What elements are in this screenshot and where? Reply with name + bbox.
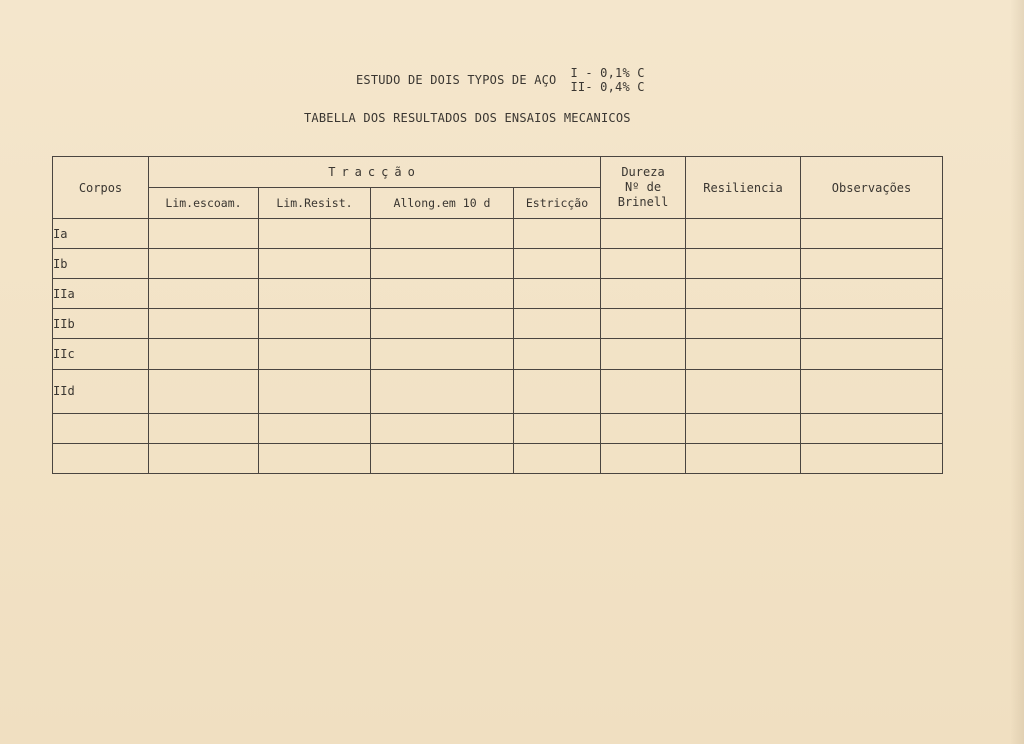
cell <box>259 279 371 309</box>
header-traccao: Tracção <box>149 157 601 188</box>
row-label: IId <box>53 369 149 413</box>
header-observacoes: Observações <box>801 157 943 219</box>
table-row <box>53 413 943 443</box>
table-row <box>53 443 943 473</box>
cell <box>601 443 686 473</box>
header-lim-resist: Lim.Resist. <box>259 188 371 219</box>
header-dureza-line-2: Nº de <box>624 180 662 194</box>
table-row <box>53 249 943 279</box>
cell <box>259 219 371 249</box>
cell <box>601 279 686 309</box>
cell <box>601 219 686 249</box>
carbon-type-2: II- 0,4% C <box>570 80 645 94</box>
cell <box>686 339 801 369</box>
cell <box>149 339 259 369</box>
cell <box>259 443 371 473</box>
cell <box>801 369 943 413</box>
cell <box>514 339 601 369</box>
row-label: Ib <box>53 249 149 279</box>
cell <box>371 309 514 339</box>
cell <box>149 279 259 309</box>
header-dureza-line-1: Dureza <box>621 165 665 179</box>
document-title: ESTUDO DE DOIS TYPOS DE AÇO <box>356 73 557 87</box>
header-dureza <box>601 157 686 219</box>
row-label: IIa <box>53 279 149 309</box>
table-row <box>53 219 943 249</box>
cell <box>601 369 686 413</box>
cell <box>801 413 943 443</box>
cell <box>801 443 943 473</box>
paper-edge-shadow <box>1010 0 1024 744</box>
cell <box>149 413 259 443</box>
cell <box>686 443 801 473</box>
carbon-type-1: I - 0,1% C <box>570 66 645 80</box>
cell <box>514 369 601 413</box>
table-row <box>53 369 943 413</box>
table-row <box>53 309 943 339</box>
cell <box>371 369 514 413</box>
cell <box>371 249 514 279</box>
table-row <box>53 339 943 369</box>
cell <box>149 443 259 473</box>
cell <box>149 369 259 413</box>
cell <box>601 309 686 339</box>
cell <box>514 219 601 249</box>
cell <box>801 309 943 339</box>
cell <box>601 413 686 443</box>
table-title: TABELLA DOS RESULTADOS DOS ENSAIOS MECANICOS <box>304 111 631 125</box>
cell <box>371 219 514 249</box>
cell <box>514 249 601 279</box>
cell <box>601 249 686 279</box>
cell <box>514 443 601 473</box>
cell <box>801 219 943 249</box>
cell <box>259 309 371 339</box>
header-dureza-line-3: Brinell <box>617 195 669 209</box>
cell <box>259 413 371 443</box>
carbon-content-list <box>570 66 644 94</box>
cell <box>371 339 514 369</box>
cell <box>514 413 601 443</box>
cell <box>371 413 514 443</box>
cell <box>801 249 943 279</box>
row-label: Ia <box>53 219 149 249</box>
cell <box>686 279 801 309</box>
cell <box>514 309 601 339</box>
row-label <box>53 413 149 443</box>
cell <box>149 249 259 279</box>
table-row <box>53 279 943 309</box>
cell <box>686 369 801 413</box>
header-corpos: Corpos <box>53 157 149 219</box>
cell <box>601 339 686 369</box>
header-estriccao: Estricção <box>514 188 601 219</box>
cell <box>801 339 943 369</box>
row-label: IIb <box>53 309 149 339</box>
cell <box>686 249 801 279</box>
cell <box>259 339 371 369</box>
cell <box>149 309 259 339</box>
document-header <box>356 66 645 94</box>
cell <box>686 309 801 339</box>
cell <box>149 219 259 249</box>
cell <box>259 369 371 413</box>
header-lim-escoam: Lim.escoam. <box>149 188 259 219</box>
cell <box>801 279 943 309</box>
cell <box>514 279 601 309</box>
header-allong: Allong.em 10 d <box>371 188 514 219</box>
results-table <box>52 156 943 474</box>
header-resiliencia: Resiliencia <box>686 157 801 219</box>
row-label: IIc <box>53 339 149 369</box>
cell <box>259 249 371 279</box>
cell <box>686 219 801 249</box>
row-label <box>53 443 149 473</box>
cell <box>686 413 801 443</box>
cell <box>371 443 514 473</box>
cell <box>371 279 514 309</box>
